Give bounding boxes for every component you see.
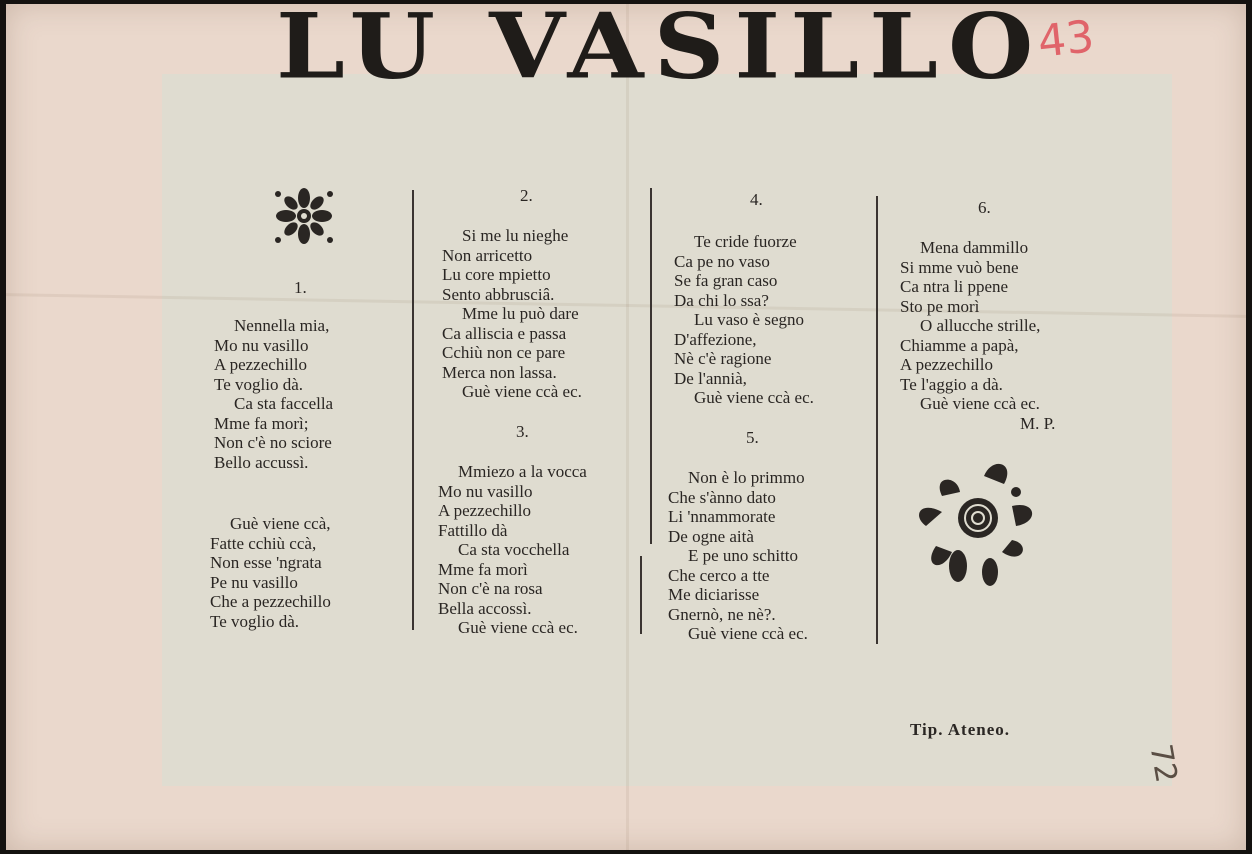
verse-line: Ca alliscia e passa (442, 323, 567, 343)
verse-line: D'affezione, (674, 329, 757, 349)
verse-line: Sento abbrusciâ. (442, 284, 555, 304)
flower-bouquet-icon (912, 456, 1042, 596)
verse-line: Li 'nnammorate (668, 507, 776, 526)
stanza-number-5: 5. (746, 428, 759, 447)
column-rule (640, 556, 642, 634)
verse-line: Guè viene ccà ec. (458, 618, 578, 637)
verse-line: Sto pe morì (900, 296, 980, 316)
verse-line: Guè viene ccà ec. (688, 624, 808, 643)
stanza-3 (438, 462, 587, 638)
stanza-number-1: 1. (294, 278, 307, 297)
broadside-sheet (6, 4, 1246, 850)
verse-line: Fatte cchiù ccà, (210, 533, 317, 553)
stanza-6 (900, 238, 1040, 414)
verse-line: Lu vaso è segno (694, 310, 805, 329)
stanza-4 (674, 232, 814, 408)
verse-line: Ca sta faccella (234, 394, 334, 413)
stanza-number-6: 6. (978, 198, 991, 217)
verse-line: Si me lu nieghe (462, 226, 569, 245)
refrain (210, 514, 331, 631)
author-initials: M. P. (1020, 414, 1056, 433)
stanza-2 (442, 226, 582, 402)
verse-line: De l'annià, (674, 368, 747, 388)
verse-line: Guè viene ccà ec. (694, 388, 814, 407)
verse-line: A pezzechillo (214, 355, 307, 374)
verse-line: Fattillo dà (438, 520, 508, 540)
column-rule (876, 196, 878, 644)
verse-line: Guè viene ccà ec. (920, 394, 1040, 413)
verse-line: Non esse 'ngrata (210, 553, 322, 572)
verse-line: E pe uno schitto (688, 546, 799, 565)
verse-line: Nennella mia, (234, 316, 330, 335)
verse-line: Te voglio dà. (210, 611, 299, 631)
verse-line: Non arricetto (442, 245, 533, 265)
stanza-1 (214, 316, 333, 472)
verse-line: Me diciarisse (668, 585, 760, 604)
verse-line: Mme fa morì (438, 559, 528, 579)
verse-line: Ca ntra li ppene (900, 277, 1009, 296)
verse-line: Mme fa morì; (214, 413, 309, 433)
verse-line: Gnernò, ne nè?. (668, 604, 776, 624)
verse-line: Che a pezzechillo (210, 592, 331, 611)
verse-line: Mena dammillo (920, 238, 1029, 257)
verse-line: Guè viene ccà ec. (462, 382, 582, 401)
verse-line: A pezzechillo (438, 501, 531, 520)
archive-number: 43 (1035, 11, 1097, 68)
verse-line: Nè c'è ragione (674, 349, 772, 368)
verse-line: Da chi lo ssa? (674, 290, 769, 310)
verse-line: Ca sta vocchella (458, 540, 570, 559)
column-rule (412, 190, 414, 630)
verse-line: Non c'è na rosa (438, 579, 543, 598)
stanza-number-2: 2. (520, 186, 533, 205)
verse-line: Chiamme a papà, (900, 335, 1019, 355)
verse-line: Pe nu vasillo (210, 572, 298, 592)
pencil-annotation: 72 (1142, 741, 1184, 786)
verse-line: Ca pe no vaso (674, 251, 770, 271)
verse-line: Non è lo primmo (688, 468, 805, 487)
verse-line: De ogne aità (668, 526, 754, 546)
verse-line: Lu core mpietto (442, 265, 551, 284)
verse-line: Se fa gran caso (674, 271, 778, 290)
verse-line: O allucche strille, (920, 316, 1041, 335)
verse-line: Mo nu vasillo (438, 481, 533, 501)
poem-title: LU VASILLO (276, 4, 1044, 100)
verse-line: Bella accossì. (438, 598, 532, 618)
verse-line: Guè viene ccà, (230, 514, 331, 533)
verse-line: Te l'aggio a dà. (900, 374, 1003, 394)
verse-line: Te cride fuorze (694, 232, 797, 251)
verse-line: Mo nu vasillo (214, 335, 309, 355)
column-rule (650, 188, 652, 544)
verse-line: Mme lu può dare (462, 304, 579, 323)
verse-line: Cchiù non ce pare (442, 343, 566, 362)
stanza-number-3: 3. (516, 422, 529, 441)
verse-line: Merca non lassa. (442, 362, 557, 382)
verse-line: A pezzechillo (900, 355, 993, 374)
verse-line: Mmiezo a la vocca (458, 462, 587, 481)
verse-line: Bello accussì. (214, 452, 309, 472)
stanza-5 (668, 468, 808, 644)
verse-line: Si mme vuò bene (900, 257, 1019, 277)
verse-line: Non c'è no sciore (214, 433, 332, 452)
stanza-number-4: 4. (750, 190, 763, 209)
verse-line: Che cerco a tte (668, 565, 770, 585)
verse-line: Te voglio dà. (214, 374, 303, 394)
verse-line: Che s'ànno dato (668, 487, 776, 507)
floral-rosette-icon (268, 180, 340, 252)
printer-imprint: Tip. Ateneo. (910, 720, 1011, 739)
